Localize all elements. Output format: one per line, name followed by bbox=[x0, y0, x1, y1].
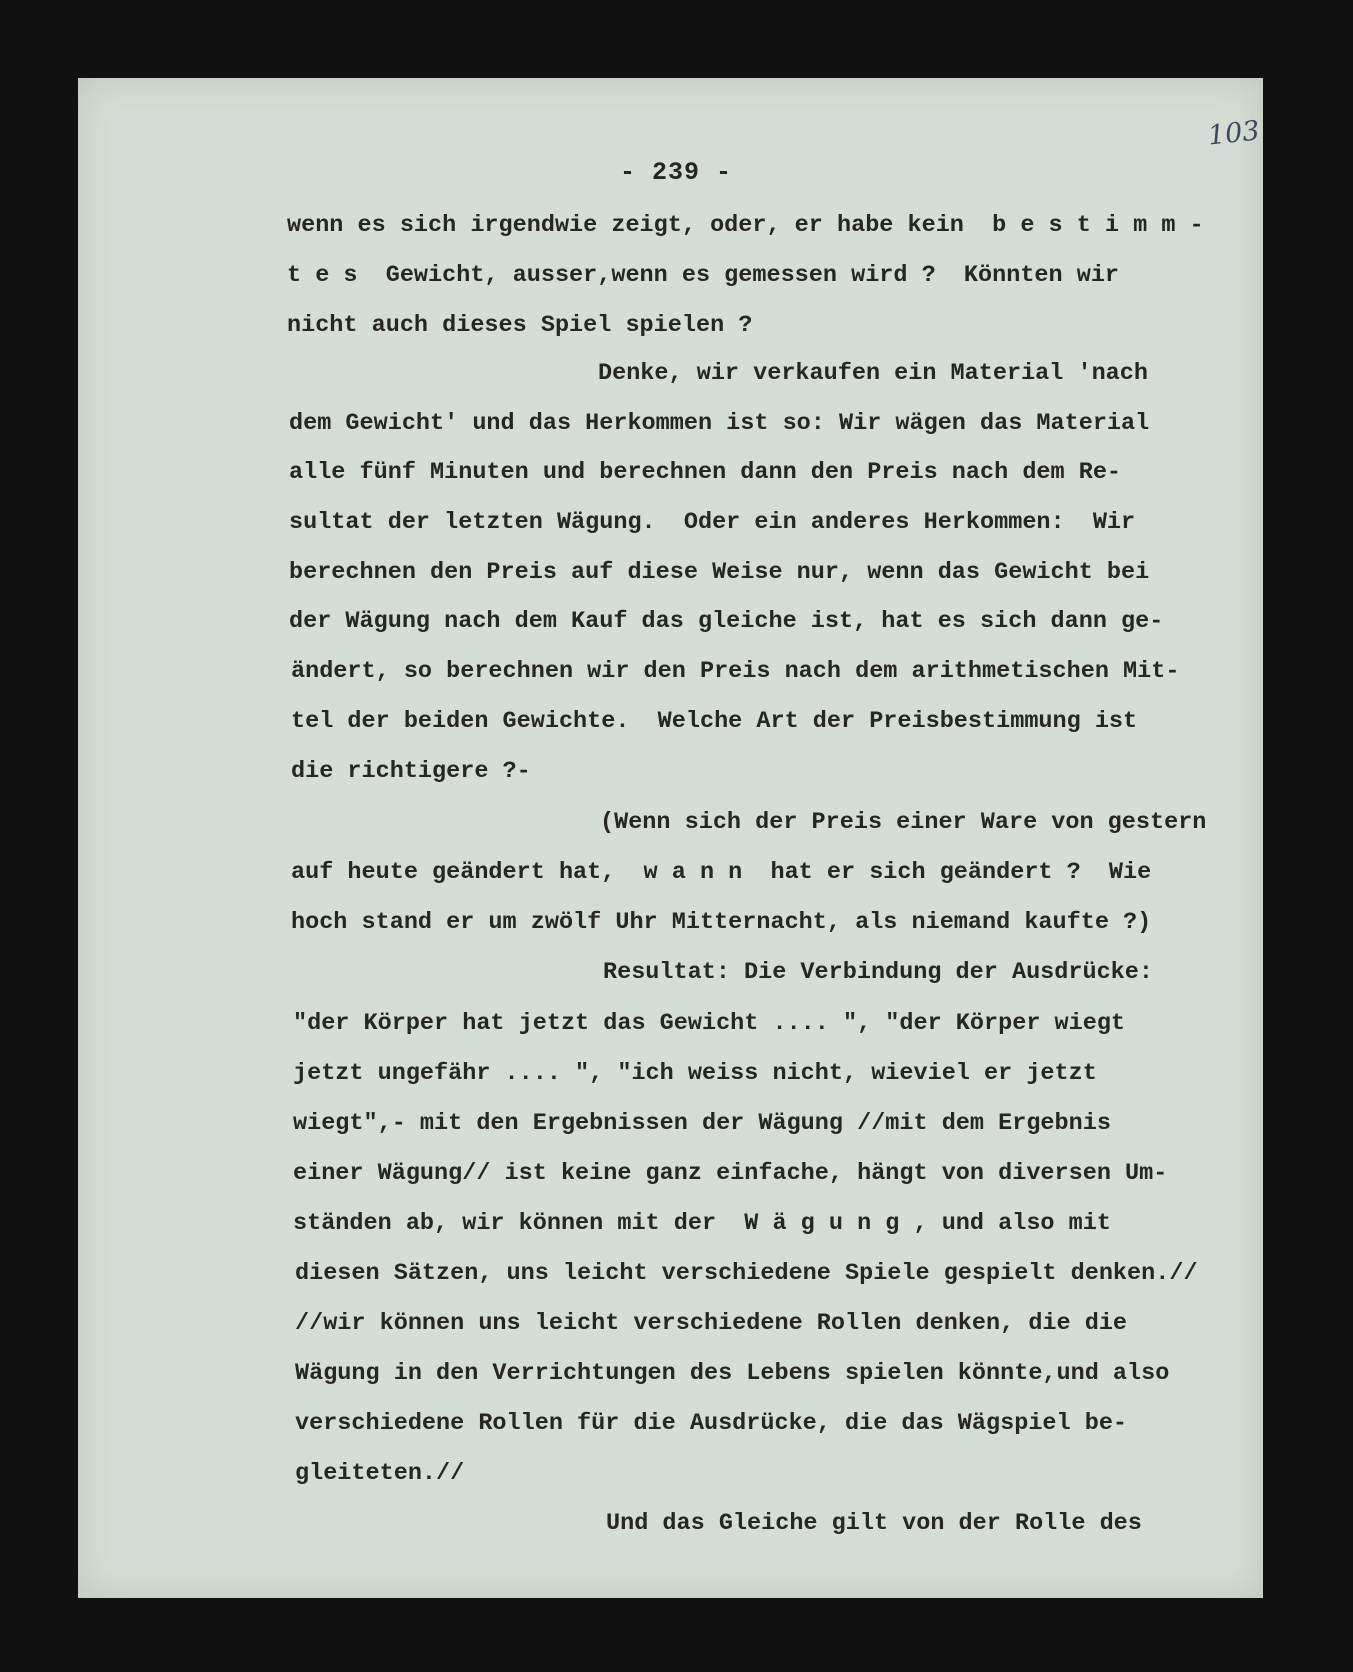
text-line: nicht auch dieses Spiel spielen ? bbox=[287, 312, 753, 339]
text-line: diesen Sätzen, uns leicht verschiedene Spiele gespielt denken.// bbox=[295, 1260, 1198, 1287]
text-line: gleiteten.// bbox=[295, 1460, 465, 1487]
text-line: wiegt",- mit den Ergebnissen der Wägung //mit dem Ergebnis bbox=[293, 1110, 1111, 1137]
text-line: "der Körper hat jetzt das Gewicht .... ", "der Körper wiegt bbox=[293, 1010, 1126, 1037]
text-line: die richtigere ?- bbox=[291, 758, 531, 785]
text-line: auf heute geändert hat, w a n n hat er sich geändert ? Wie bbox=[291, 859, 1152, 886]
text-line: alle fünf Minuten und berechnen dann den Preis nach dem Re- bbox=[289, 459, 1122, 486]
text-line: (Wenn sich der Preis einer Ware von gestern bbox=[600, 809, 1207, 836]
text-line: ständen ab, wir können mit der W ä g u n g , und also mit bbox=[293, 1210, 1111, 1237]
text-line: der Wägung nach dem Kauf das gleiche ist, hat es sich dann ge- bbox=[289, 608, 1164, 635]
text-line: //wir können uns leicht verschiedene Rollen denken, die die bbox=[295, 1310, 1128, 1337]
text-line: Wägung in den Verrichtungen des Lebens spielen könnte,und also bbox=[295, 1360, 1170, 1387]
text-line: ändert, so berechnen wir den Preis nach dem arithmetischen Mit- bbox=[291, 658, 1180, 685]
text-line: t e s Gewicht, ausser,wenn es gemessen wird ? Könnten wir bbox=[287, 262, 1120, 289]
text-line: Denke, wir verkaufen ein Material 'nach bbox=[598, 360, 1148, 387]
page-number: - 239 - bbox=[620, 158, 733, 187]
text-line: Und das Gleiche gilt von der Rolle des bbox=[606, 1510, 1142, 1537]
text-line: wenn es sich irgendwie zeigt, oder, er habe kein b e s t i m m - bbox=[287, 212, 1204, 239]
text-line: verschiedene Rollen für die Ausdrücke, die das Wägspiel be- bbox=[295, 1410, 1128, 1437]
text-line: jetzt ungefähr .... ", "ich weiss nicht, wieviel er jetzt bbox=[293, 1060, 1097, 1087]
text-line: tel der beiden Gewichte. Welche Art der Preisbestimmung ist bbox=[291, 708, 1138, 735]
text-line: hoch stand er um zwölf Uhr Mitternacht, als niemand kaufte ?) bbox=[291, 909, 1152, 936]
text-line: dem Gewicht' und das Herkommen ist so: Wir wägen das Material bbox=[289, 410, 1150, 437]
text-line: Resultat: Die Verbindung der Ausdrücke: bbox=[603, 959, 1153, 986]
text-line: berechnen den Preis auf diese Weise nur, wenn das Gewicht bei bbox=[289, 559, 1150, 586]
text-line: einer Wägung// ist keine ganz einfache, hängt von diversen Um- bbox=[293, 1160, 1168, 1187]
text-line: sultat der letzten Wägung. Oder ein anderes Herkommen: Wir bbox=[289, 509, 1136, 536]
folio-number: 103 bbox=[1206, 115, 1262, 152]
